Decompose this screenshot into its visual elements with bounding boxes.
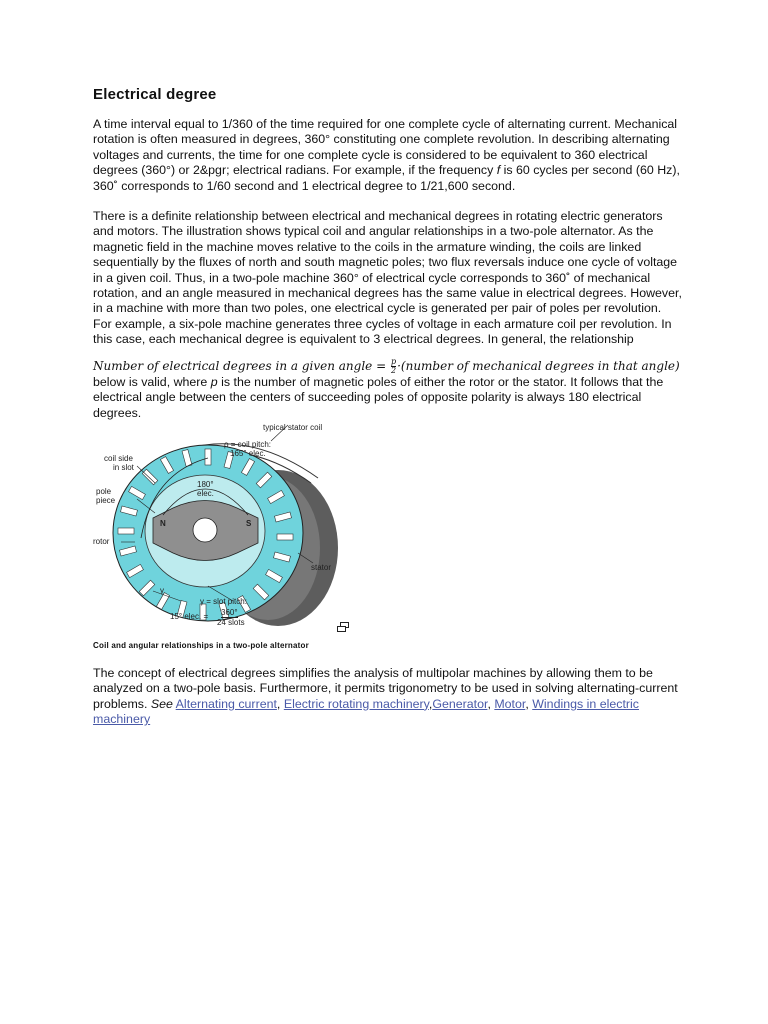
paragraph-1-text: A time interval equal to 1/360 of the time required for one complete cycle of alternating current. Mechanical rotation is often measured in degrees, 360° constituting one complete revolution. In describing alternating voltages and currents, the time for one complete cycle is considered to be equivalent to 360 electrical degrees (360°) or 2&pgr; electrical radians. For example, if the frequency [93,117,678,178]
label-coil-pitch-value: 165° elec. [230,448,266,458]
paragraph-2b-start: below is valid, where [93,374,211,389]
link-alternating-current[interactable]: Alternating current [175,696,277,711]
label-piece: piece [96,495,116,505]
label-rotor: rotor [93,536,110,546]
alternator-figure [93,423,353,641]
label-coil-side: coil side [104,453,133,463]
label-north: N [160,518,166,528]
page-title: Electrical degree [93,86,217,103]
label-south: S [246,518,252,528]
link-generator[interactable]: Generator [432,696,488,711]
label-stator: stator [311,562,332,572]
label-slot-pitch: γ = slot pitch: [200,596,247,606]
label-elec: elec. [197,488,214,498]
label-coil-pitch: ρ = coil pitch: [224,439,272,449]
separator: , [276,696,284,711]
label-gamma: γ [160,585,164,595]
paragraph-2b [93,375,683,421]
paragraph-1-end: is 60 cycles per second (60 Hz), 360˚ corresponds to 1/60 second and 1 electrical degree to 1/21,600 second. [93,163,680,193]
label-180: 180° [197,479,214,489]
label-15-elec: 15° elec. = [170,611,209,621]
expand-image-icon[interactable] [337,622,349,632]
paragraph-2b-end: is the number of magnetic poles of either the rotor or the stator. It follows that the electrical angle between the centers of succeeding poles of opposite polarity is always 180 electrical degrees. [93,374,664,420]
link-motor[interactable]: Motor [494,696,526,711]
formula-fraction [391,358,396,375]
paragraph-3-text: The concept of electrical degrees simplifies the analysis of multipolar machines by allowing them to be analyzed on a two-pole basis. Furthermore, it permits trigonometry to be used in solving alternating-current problems. [93,665,678,711]
formula [93,358,683,375]
see-label: See [150,696,173,711]
formula-numerator: p [390,356,397,366]
label-frac-den: 24 slots [217,617,245,627]
paragraph-3: The concept of electrical degrees simplifies the analysis of multipolar machines by allowing them to be analyzed on a two-pole basis. Furthermore, it permits trigonometry to be used in solving alternating-current problems. See Alternating current, Electric rotating machinery,Generator, Motor, Windings in electric machinery [93,665,678,727]
figure-caption: Coil and angular relationships in a two-pole alternator [93,640,309,650]
link-electric-rotating-machinery[interactable]: Electric rotating machinery [283,696,429,711]
paragraph-1 [93,117,683,194]
label-pole: pole [96,486,112,496]
paragraph-2: There is a definite relationship between electrical and mechanical degrees in rotating electric generators and motors. The illustration shows typical coil and angular relationships in a two-pole alternator. As the magnetic field in the machine moves relative to the coils in the armature winding, the coils are linked sequentially by the fluxes of north and south magnetic poles; two flux reversals induce one cycle of voltage in a given coil. Thus, in a two-pole machine 360° of electrical cycle corresponds to 360˚ of mechanical rotation, and an angle measured in mechanical degrees has the same value in electrical degrees. However, in a machine with more than two poles, one electrical cycle is generated per pair of poles per revolution. For example, a six-pole machine generates three cycles of voltage in each armature coil per revolution. In this case, each mechanical degree is equivalent to 3 electrical degrees. In general, the relationship [93,209,682,347]
formula-right: ·(number of mechanical degrees in that angle) [397,358,680,373]
formula-left: Number of electrical degrees in a given angle = [93,358,390,373]
formula-denominator: 2 [390,365,397,375]
frequency-symbol: f [496,163,501,178]
separator: , [487,696,495,711]
pole-symbol: p [210,374,218,389]
link-windings[interactable]: Windings in electric machinery [93,696,639,727]
label-frac-num: 360° [221,607,238,617]
rotor-shaft [193,518,217,542]
label-typical-stator-coil: typical stator coil [263,422,323,432]
label-in-slot: in slot [113,462,134,472]
article [93,86,683,728]
separator: , [525,696,533,711]
